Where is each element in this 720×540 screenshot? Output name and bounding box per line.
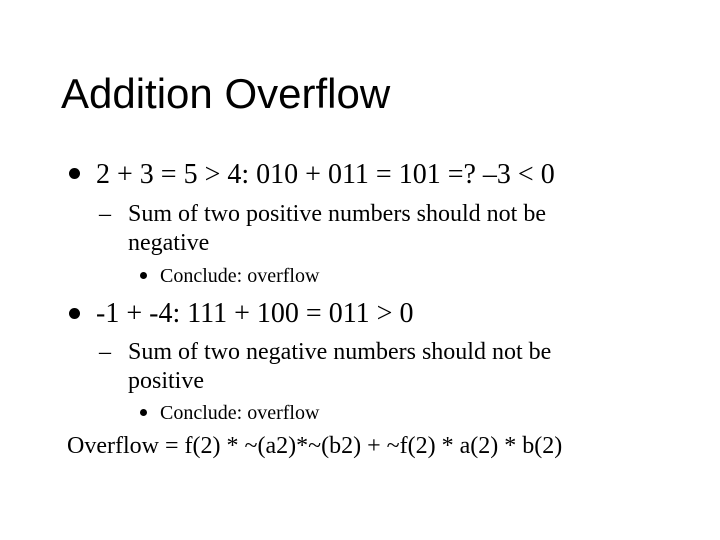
bullet-item-2: -1 + -4: 111 + 100 = 011 > 0 xyxy=(96,298,414,329)
bullet-item-1: 2 + 3 = 5 > 4: 010 + 011 = 101 =? –3 < 0 xyxy=(96,159,555,190)
sub-item-2-line-2: positive xyxy=(128,368,204,394)
bullet-icon xyxy=(140,409,147,416)
sub-item-dash: – xyxy=(99,201,111,227)
sub-sub-item-2: Conclude: overflow xyxy=(160,402,320,424)
sub-item-dash: – xyxy=(99,339,111,365)
sub-item-2-line-1: Sum of two negative numbers should not be xyxy=(128,339,552,365)
bullet-icon xyxy=(69,168,80,179)
sub-item-1-line-2: negative xyxy=(128,230,210,256)
sub-item-1-line-1: Sum of two positive numbers should not be xyxy=(128,201,546,227)
bullet-icon xyxy=(140,272,147,279)
slide-title: Addition Overflow xyxy=(61,70,391,117)
bullet-icon xyxy=(69,308,80,319)
overflow-formula: Overflow = f(2) * ~(a2)*~(b2) + ~f(2) * a(2) * b(2) xyxy=(67,433,563,459)
sub-sub-item-1: Conclude: overflow xyxy=(160,265,320,287)
